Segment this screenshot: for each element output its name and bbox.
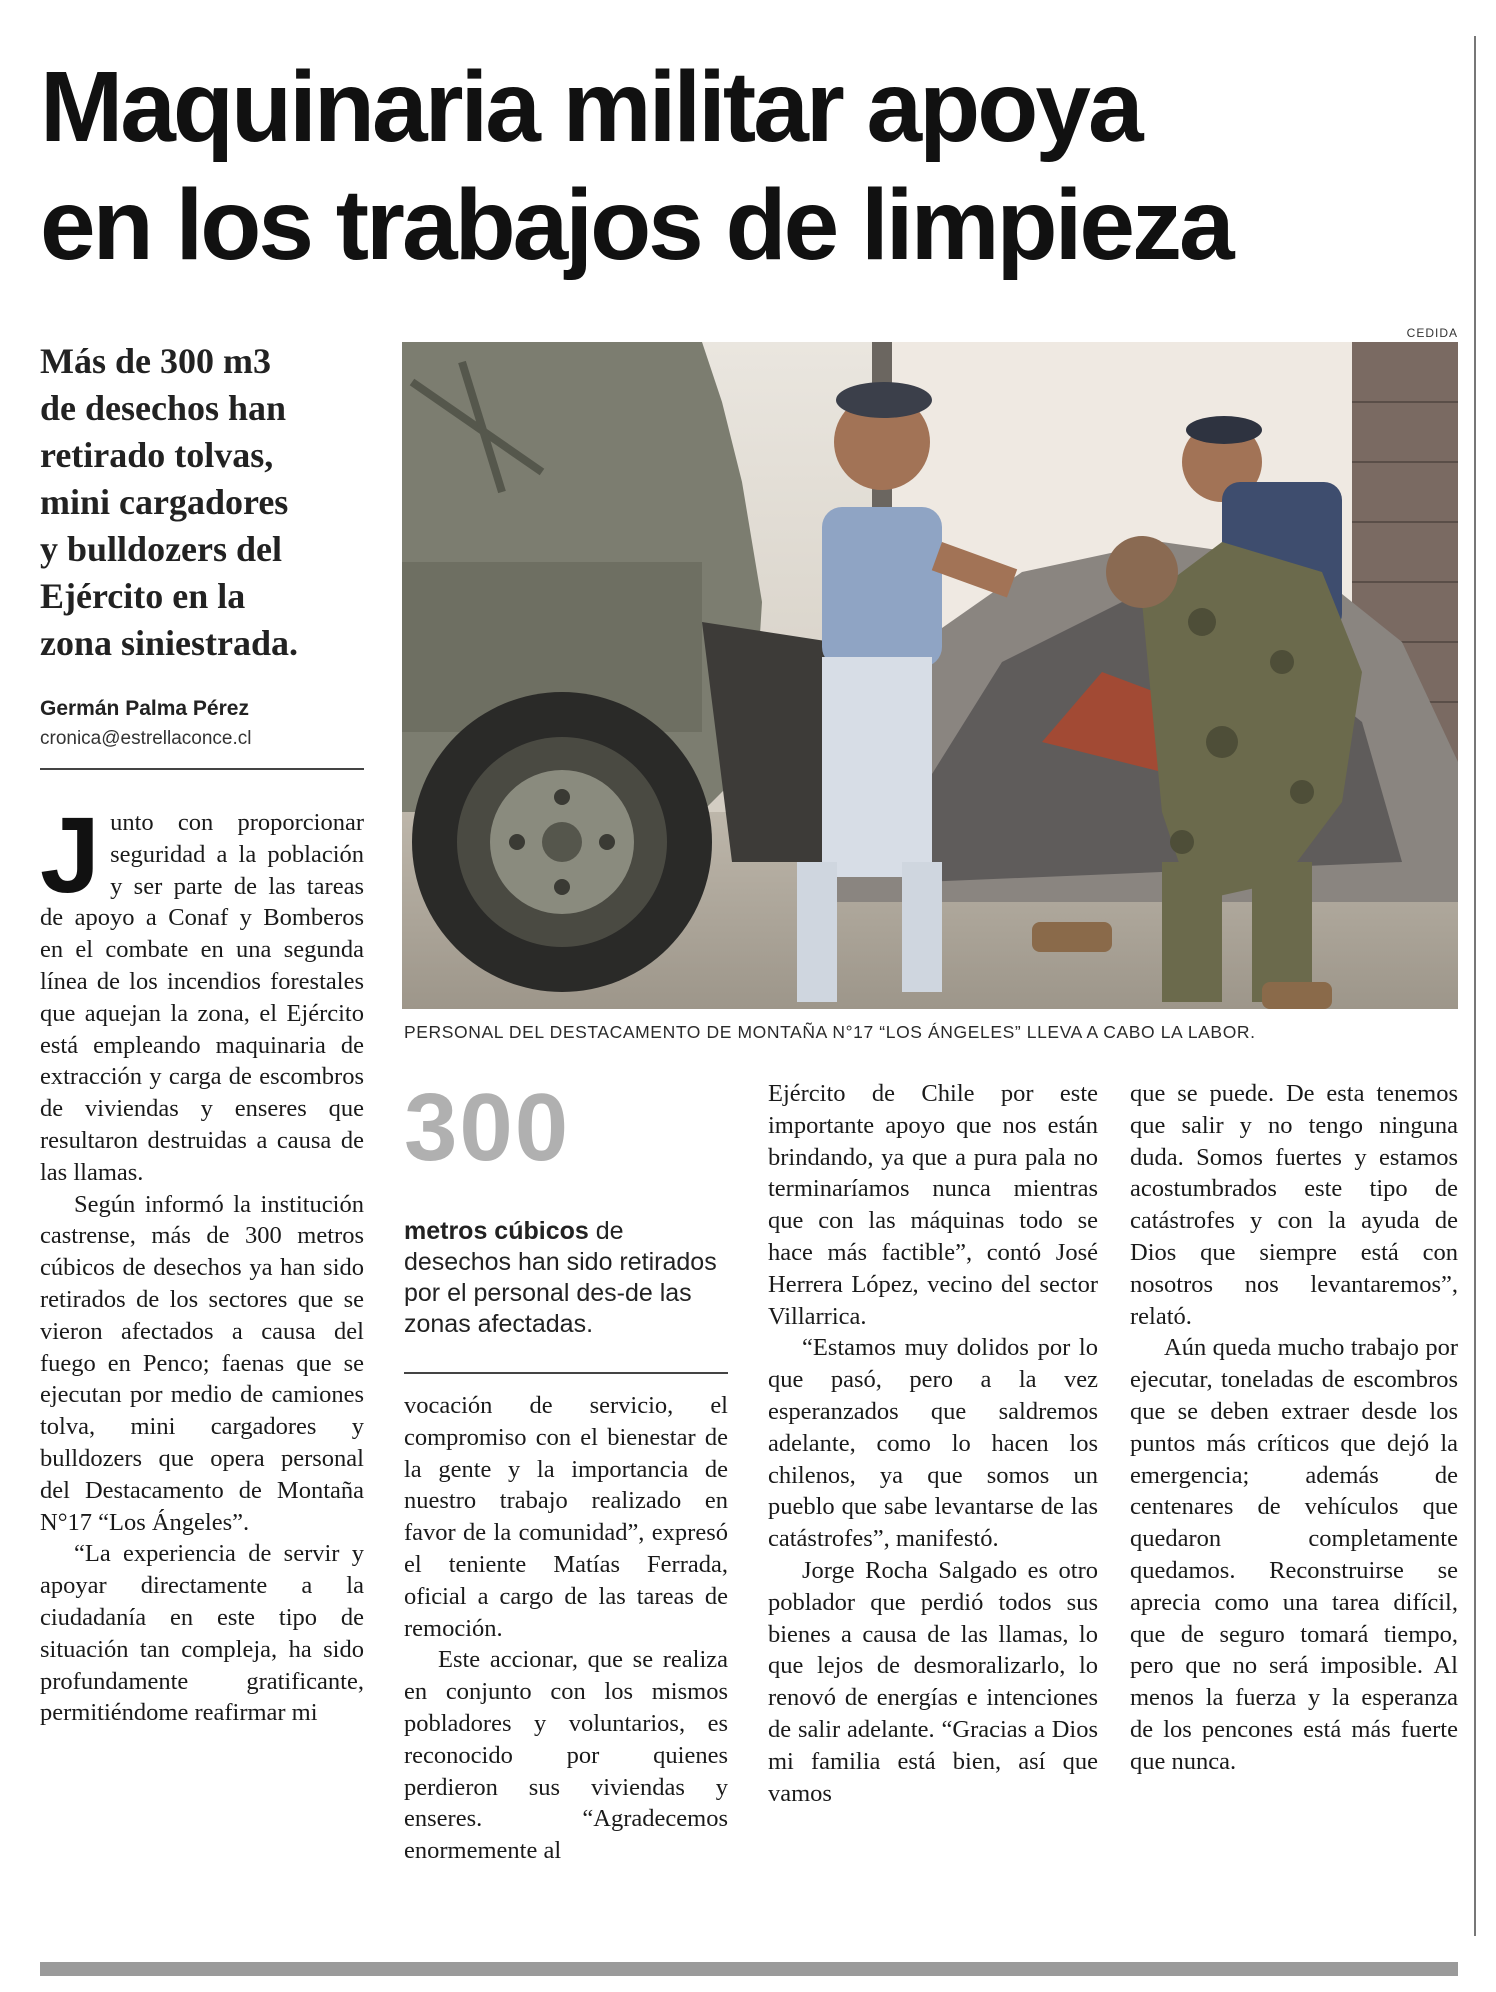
- byline-email[interactable]: cronica@estrellaconce.cl: [40, 728, 252, 749]
- byline-divider: [40, 768, 364, 770]
- article-photo: [402, 342, 1458, 1009]
- highlight-bold: metros cúbicos: [404, 1217, 589, 1245]
- deck-line: y bulldozers del: [40, 529, 283, 569]
- page-edge-rule: [1474, 36, 1476, 1936]
- deck-summary: [40, 338, 380, 667]
- paragraph: “Estamos muy dolidos por lo que pasó, pero a la vez esperanzados que saldremos adelante, como lo hacen los chilenos, ya que somos un pueblo que sabe levantarse de las catástrofes”, manifestó.: [768, 1334, 1098, 1553]
- paragraph: “La experiencia de servir y apoyar directamente a la ciudadanía en este tipo de situación tan compleja, ha sido profundamente gratificante, permitiéndome reafirmar mi: [40, 1540, 364, 1727]
- paragraph: [40, 794, 364, 1189]
- photo-illustration: [402, 342, 1458, 1009]
- photo-caption: PERSONAL DEL DESTACAMENTO DE MONTAÑA N°17 “LOS ÁNGELES” LLEVA A CABO LA LABOR.: [404, 1022, 1256, 1042]
- paragraph-text: unto con proporcionar seguridad a la población y ser parte de las tareas de apoyo a Conaf y Bomberos en el combate en una segunda línea de los incendios forestales que aquejan la zona, el Ejército está empleando maquinaria de extracción y carga de escombros de viviendas y enseres que resultaron destruidas a causa de las llamas.: [40, 809, 364, 1186]
- headline-line-2: en los trabajos de limpieza: [40, 169, 1232, 281]
- headline-line-1: Maquinaria militar apoya: [40, 51, 1141, 163]
- deck-line: retirado tolvas,: [40, 435, 274, 475]
- paragraph: que se puede. De esta tenemos que salir y no tengo ninguna duda. Somos fuertes y estamos acostumbrados este tipo de catástrofes y con la ayuda de Dios que siempre está con nosotros nos levantaremos”, relató.: [1130, 1080, 1458, 1330]
- paragraph: Jorge Rocha Salgado es otro poblador que perdió todos sus bienes a causa de las llamas, lo que lejos de desmoralizarlo, lo renovó de energías e intenciones de salir adelante. “Gracias a Dios mi familia está bien, así que vamos: [768, 1556, 1098, 1807]
- highlight-rest: de desechos han sido retirados por el personal des-de las zonas afectadas.: [404, 1217, 717, 1338]
- paragraph: vocación de servicio, el compromiso con el bienestar de la gente y la importancia de nuestro trabajo realizado en favor de la comunidad”, expresó el teniente Matías Ferrada, oficial a cargo de las tareas de remoción.: [404, 1392, 728, 1642]
- headline: [40, 48, 1450, 284]
- bottom-bar: [40, 1962, 1458, 1976]
- body-column-3: [768, 1078, 1098, 1956]
- highlight-text: [404, 1216, 726, 1340]
- deck-line: mini cargadores: [40, 482, 289, 522]
- body-column-4: [1130, 1078, 1458, 1956]
- paragraph: Aún queda mucho trabajo por ejecutar, toneladas de escombros que se deben extraer desde los puntos más críticos que dejó la emergencia; además de centenares de vehículos que quedaron completamente quedamos. Reconstruirse se aprecia como una tarea difícil, que de seguro tomará tiempo, pero que no será imposible. Al menos la fuerza y la esperanza de los pencones está más fuerte que nunca.: [1130, 1334, 1458, 1775]
- body-column-2: [404, 1390, 728, 1955]
- highlight-divider: [404, 1372, 728, 1374]
- deck-line: Más de 300 m3: [40, 341, 271, 381]
- paragraph: Según informó la institución castrense, más de 300 metros cúbicos de desechos ya han sido retirados de los sectores que se vieron afectados a causa del fuego en Penco; faenas que se ejecutan por medio de camiones tolva, mini cargadores y bulldozers que opera personal del Destacamento de Montaña N°17 “Los Ángeles”.: [40, 1190, 364, 1536]
- byline-author: Germán Palma Pérez: [40, 697, 249, 720]
- highlight-number: 300: [404, 1074, 571, 1181]
- deck-line: de desechos han: [40, 388, 287, 428]
- paragraph: Este accionar, que se realiza en conjunto con los mismos pobladores y voluntarios, es reconocido por quienes perdieron sus viviendas y enseres. “Agradecemos enormemente al: [404, 1646, 728, 1865]
- drop-cap: J: [40, 794, 101, 915]
- paragraph: Ejército de Chile por este importante apoyo que nos están brindando, ya que a pura pala no terminaríamos nunca mientras que con las máquinas todo se hace más factible”, contó José Herrera López, vecino del sector Villarrica.: [768, 1080, 1098, 1330]
- deck-line: zona siniestrada.: [40, 623, 299, 663]
- photo-credit: CEDIDA: [1406, 326, 1458, 340]
- deck-line: Ejército en la: [40, 576, 246, 616]
- body-column-1: [40, 794, 364, 1955]
